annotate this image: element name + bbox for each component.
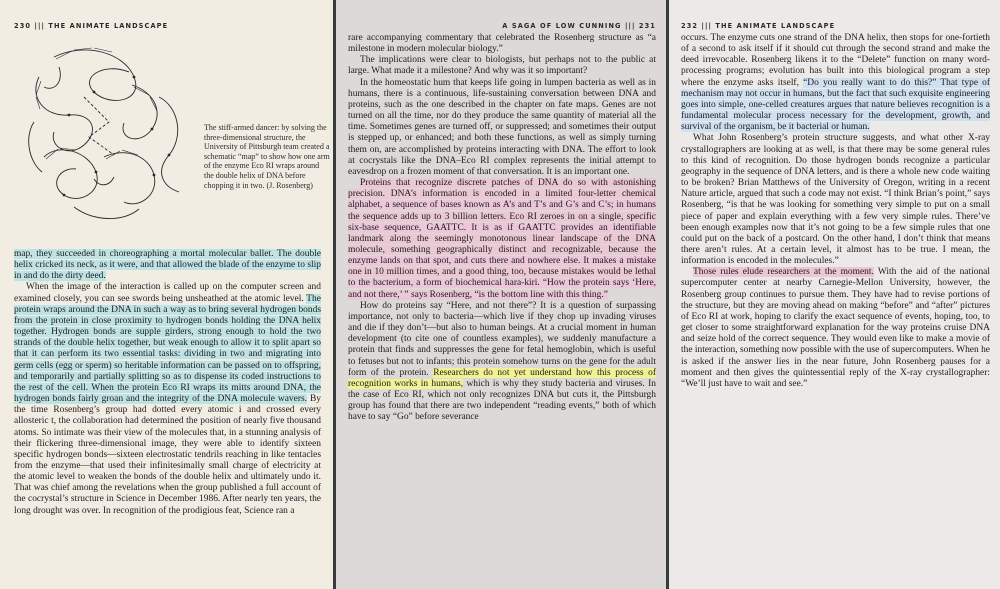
highlight-pink: Those rules elude researchers at the moment. (693, 267, 874, 278)
page-number: 231 (638, 22, 656, 30)
figure (14, 33, 330, 243)
page-number: 230 (14, 22, 32, 30)
header-separator: ||| (624, 22, 636, 30)
page-232 (669, 0, 1000, 589)
paragraph-text: In the homeostatic hum that keeps life going in lumpen bacteria as well as in humans, there is a continuous, life-sustaining conversation between DNA and proteins, such as the one described in the chapter on fate maps. Genes are not turned on all the time, nor do they produce the same quantity of material all the time. Sometimes genes are turned off, or suppressed; and sometimes their output is stepped up, or enhanced; and both these functions, as well as simply turning them on, are accomplished by proteins interacting with DNA. The effort to look at cocrystals like the DNA–Eco RI complex represents the initial attempt to eavesdrop on a frozen moment of that conversation. It is an important one. (348, 77, 656, 177)
protein-ribbon-diagram (14, 37, 194, 237)
paragraph-text: By the time Rosenberg’s group had dotted every atomic i and crossed every allosteric t, the collaboration had determined the position of nearly five thousand atoms. So intimate was their view of the molecules that, in a stunning analysis of their flickering three-dimensional image, they were able to identify sixteen specific hydrogen bonds—sixteen electrostatic tendrils reaching in like tentacles from the enzyme—that used their infinitesimally small charge of electricity at the atomic level to weaken the bonds of the double helix and ultimately undo it. That was chief among the revelations when the group published a full account of the cocrystal’s structure in Science in December 1986. After nearly ten years, the long drought was over. In recognition of the prodigious feat, Science ran a (14, 394, 321, 516)
header-title: THE ANIMATE LANDSCAPE (48, 22, 169, 30)
paragraph-text: What John Rosenberg’s protein structure suggests, and what other X-ray crystallographers are looking at as well, is that there may be some general rules to this kind of recognition. Do those hydrogen bonds recognize a particular geography in the sequence of DNA letters, and is there a whole new code waiting to be broken? Brian Matthews of the University of Oregon, writing in a recent Nature article, argued that such a code may not exist. “I think Brian’s point,” says Rosenberg, “is that he was looking for something very simple to put on a small piece of paper and explain everything with a few very simple rules. There’ve been enough examples now that it’s not going to be a few simple rules that one could put on the back of a postcard. On the other hand, I don’t think that means there aren’t rules. At a certain level, it almost has to be true. I mean, the information is encoded in the molecules.” (681, 133, 990, 267)
body-text-right (681, 33, 990, 390)
header-title: A SAGA OF LOW CUNNING (502, 22, 622, 30)
highlight-blue: “Do you really want to do this?” That type of mechanism may not occur in humans, but the fact that such exquisite engineering goes into simple, one-celled creatures argues that nature believes recognition is a fundamental molecular process necessary for the development, growth, and survival of the organism, be it bacterial or human. (681, 77, 991, 133)
running-head-middle (348, 20, 656, 33)
paragraph-text: rare accompanying commentary that celebrated the Rosenberg structure as “a milestone in modern molecular biology.” (348, 33, 656, 55)
running-head-right (681, 20, 990, 33)
body-text-left (14, 249, 321, 517)
highlight-yellow: Researchers do not yet understand how this process of recognition works in humans, (348, 367, 657, 389)
running-head-left (14, 20, 321, 33)
highlight-pink: Proteins that recognize discrete patches of DNA do so with astonishing precision. DNA’s information is encoded in a limited four-letter chemical alphabet, a sequence of bases known as A’s and T’s and G’s and C’s; in humans the sequence adds up to 3 billion letters. Eco RI zeroes in on a single, specific six-base sequence, GAATTC. It is as if GAATTC provides an identifiable landmark along the seemingly monotonous linear landscape of the DNA molecule, something geographically distinct and recognizable, because the enzyme lands on that spot, and cuts there and nowhere else. It makes a mistake one in 10 million times, and a good thing, too, because mistakes would be lethal to the bacterium, a form of biochemical hara-kiri. “How the protein says ‘Here, and not there,’ ” says Rosenberg, “is the bottom line with this thing.” (348, 178, 656, 300)
header-title: THE ANIMATE LANDSCAPE (715, 22, 836, 30)
paragraph-text: The implications were clear to biologists, but perhaps not to the public at large. What made it a milestone? And why was it so important? (348, 55, 656, 77)
highlight-cyan: The protein wraps around the DNA in such a way as to bring several hydrogen bonds from the protein in close proximity to hydrogen bonds holding the DNA helix together. Hydrogen bonds are supple girders, strong enough to hold the two strands of the double helix together, but weak enough to allow it to split apart so that it can perform its two essential tasks: dividing in two and migrating into germ cells (egg or sperm) so heritable information can be passed on to offspring, and temporarily and partially splitting so as to dispense its coded instructions to the rest of the cell. When the protein Eco RI wraps its mitts around DNA, the hydrogen bonds fairly groan and the integrity of the DNA molecule wavers. (14, 293, 321, 405)
paragraph-text: occurs. The enzyme cuts one strand of the DNA helix, then stops for one-fortieth of a second to ask itself if it should cut through the second strand and make the deed irrevocable. Rosenberg likens it to the “Delete” function on many word-processing programs; evolution has built into this biological program a step where the enzyme asks itself, (681, 33, 990, 88)
paragraph-text: With the aid of the national supercomputer center at nearby Carnegie-Mellon University, however, the Rosenberg group continues to pursue them. They have had to revise portions of the structure, but they are moving ahead on making “before” and “after” pictures of Eco RI at work, hoping to clarify the exact sequence of events, hoping, too, to get closer to some straightforward explanation for the way proteins cruise DNA and seize hold of the correct sequence. They would even like to make a movie of the interaction, something now possible with the use of supercomputers. When he is asked if the answer lies in the near future, John Rosenberg pauses for a moment and then gives the quintessential reply of the X-ray crystallographer: “We’ll just have to wait and see.” (681, 267, 990, 389)
header-separator: ||| (701, 22, 713, 30)
page-231 (336, 0, 666, 589)
figure-caption: The stiff-armed dancer: by solving the three-dimensional structure, the University of Pittsburgh team created a schematic “map” to show how one arm of the enzyme Eco RI wraps around the double helix of DNA before chopping it in two. (J. Rosenberg) (204, 123, 330, 190)
page-230 (0, 0, 333, 589)
header-separator: ||| (34, 22, 46, 30)
paragraph-text: When the image of the interaction is called up on the computer screen and examined closely, you can see swords being unsheathed at the atomic level. (14, 282, 321, 304)
highlight-cyan: map, they succeeded in choreographing a mortal molecular ballet. The double helix cricked its neck, as it were, and that allowed the blade of the enzyme to slip in and do the dirty deed. (14, 249, 321, 282)
body-text-middle (348, 33, 656, 423)
paragraph-text: How do proteins say “Here, and not there”? It is a question of surpassing importance, not only to bacteria—which live if they chop up invading viruses and die if they don’t—but also to human beings. At a crucial moment in human development (to cite one of countless examples), we suddenly manufacture a protein that finds and suppresses the gene for fetal hemoglobin, which is useful to fetuses but not to infants; this protein somehow turns on the gene for the adult form of the protein. (348, 300, 656, 378)
paragraph-text: which is why they study bacteria and viruses. In the case of Eco RI, which not only recognizes DNA but cuts it, the Pittsburgh group has found that there are two independent “reading events,” both of which have to say “Go” before severance (348, 378, 656, 423)
page-number: 232 (681, 22, 699, 30)
